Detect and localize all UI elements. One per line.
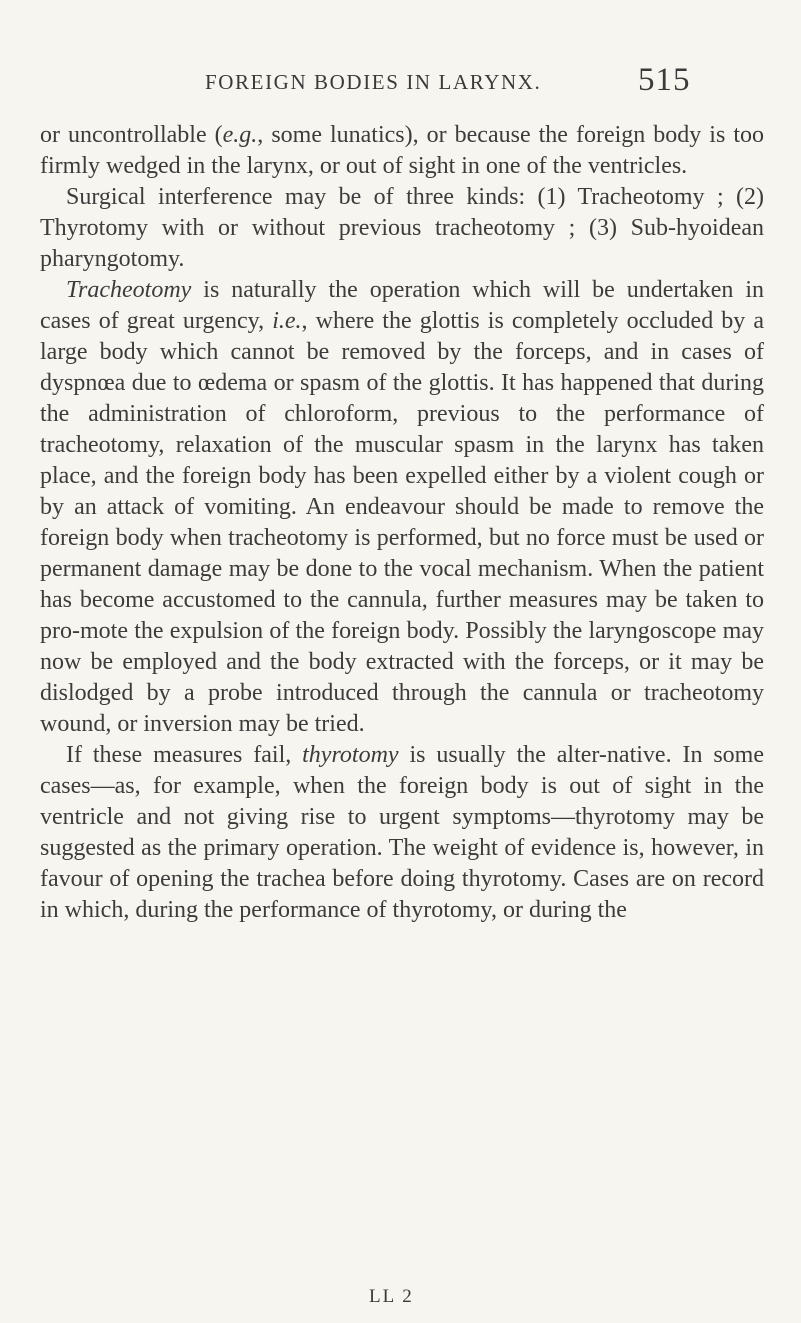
italic-run: i.e. xyxy=(272,308,302,334)
text-run: , where the glottis is completely occluded by a large body which cannot be removed by the forceps, and in cases of dyspnœa due to œdema or spasm of the glottis. It has happened that during the administration of chloroform, previous to the performance of tracheotomy, relaxation of the muscular spasm in the larynx has taken place, and the foreign body has been expelled either by a violent cough or by an attack of vomiting. An endeavour should be made to remove the foreign body when tracheotomy is performed, but no force must be used or permanent damage may be done to the vocal mechanism. When the patient has become accustomed to the cannula, further measures may be taken to pro-mote the expulsion of the foreign body. Possibly the laryngoscope may now be employed and the body extracted with the forceps, or it may be dislodged by a probe introduced through the cannula or tracheotomy wound, or inversion may be tried. xyxy=(40,308,764,737)
text-run: or uncontrollable ( xyxy=(40,122,223,148)
page-number: 515 xyxy=(638,62,691,98)
paragraph xyxy=(40,182,764,275)
text-run: , some lunatics), or because the foreign body is too firmly wedged in the larynx, or out of sight in one of the ventricles. xyxy=(40,122,764,179)
running-title: FOREIGN BODIES IN LARYNX. xyxy=(205,70,542,94)
text-run: Surgical interference may be of three kinds: (1) Tracheotomy ; (2) Thyrotomy with or without previous tracheotomy ; (3) Sub-hyoidean pharyngotomy. xyxy=(40,184,764,272)
italic-run: thyrotomy xyxy=(302,742,399,768)
paragraph xyxy=(40,275,764,740)
body-text xyxy=(40,120,764,926)
text-run: is naturally the operation which will be undertaken in cases of great urgency, xyxy=(40,277,764,334)
text-run: If these measures fail, xyxy=(66,742,303,768)
paragraph xyxy=(40,740,764,926)
paragraph xyxy=(40,120,764,182)
text-run: is usually the alter-native. In some cases—as, for example, when the foreign body is out of sight in the ventricle and not giving rise to urgent symptoms—thyrotomy may be suggested as the primary operation. The weight of evidence is, however, in favour of opening the trachea before doing thyrotomy. Cases are on record in which, during the performance of thyrotomy, or during the xyxy=(40,742,764,923)
italic-run: e.g. xyxy=(222,122,258,148)
italic-run: Tracheotomy xyxy=(66,277,192,303)
signature-mark: LL 2 xyxy=(369,1286,414,1307)
